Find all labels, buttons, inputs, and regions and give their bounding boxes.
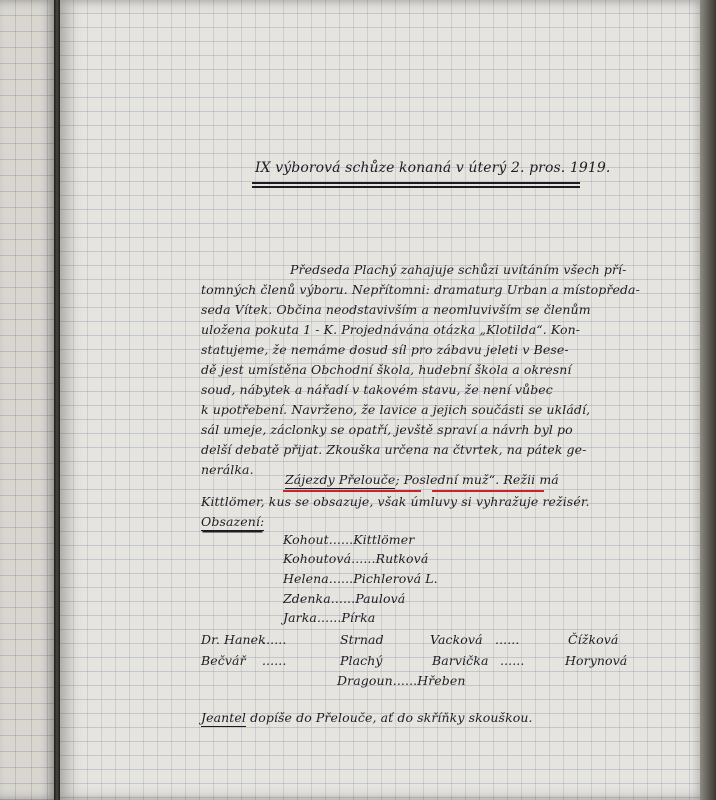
cast-row: Jarka......Pírka xyxy=(283,610,376,625)
title-underline xyxy=(252,182,580,184)
cast-row: Kohoutová......Rutková xyxy=(283,551,429,566)
cast-name: Vacková xyxy=(430,632,483,647)
paragraph-line: sál umeje, záclonky se opatří, jevště spraví a návrh byl po xyxy=(201,422,573,437)
cast-row: Kohout......Kittlömer xyxy=(283,532,415,547)
closing-rest: dopíše do Přelouče, ať do skříňky skouškou. xyxy=(246,710,533,725)
play-line-rest: “. Režii má xyxy=(488,472,559,487)
paragraph-line: dě jest umístěna Obchodní škola, hudební škola a okresní xyxy=(201,362,572,377)
cast-dash: ...... xyxy=(262,632,287,647)
closing-line xyxy=(201,710,533,725)
play-title-2: Poslední muž xyxy=(403,472,489,487)
page-edge-right xyxy=(700,0,716,800)
paragraph-line: Předseda Plachý zahajuje schůzi uvítáním všech pří- xyxy=(290,262,627,277)
paragraph-line: k upotřebení. Navrženo, že lavice a jejich součásti se ukládí, xyxy=(201,402,591,417)
paragraph-line: delší debatě přijat. Zkouška určena na čtvrtek, na pátek ge- xyxy=(201,442,587,457)
red-underline-1 xyxy=(283,490,421,492)
cast-name: Barvička xyxy=(432,653,489,668)
play-line-2: Kittlömer, kus se obsazuje, však úmluvy si vyhražuje režisér. xyxy=(201,494,590,509)
paragraph-line: tomných členů výboru. Nepřítomni: dramaturg Urban a místopředa- xyxy=(201,282,640,297)
cast-name: Bečvář xyxy=(201,653,246,668)
cast-dash: ...... xyxy=(500,653,525,668)
minutes-title: IX výborová schůze konaná v úterý 2. pros. 1919. xyxy=(255,160,611,176)
closing-name: Jeantel xyxy=(201,710,247,725)
cast-name: Plachý xyxy=(340,653,383,668)
paragraph-line: soud, nábytek a nářadí v takovém stavu, že není vůbec xyxy=(201,382,553,397)
paragraph-line: statujeme, že nemáme dosud síl pro zábavu jeleti v Bese- xyxy=(201,342,569,357)
red-underline-2 xyxy=(432,490,544,492)
cast-heading: Obsazení: xyxy=(201,514,265,529)
cast-dash: ...... xyxy=(262,653,287,668)
cast-name: Horynová xyxy=(565,653,628,668)
cast-name: Dr. Hanek xyxy=(201,632,266,647)
cast-row: Helena......Pichlerová L. xyxy=(283,571,438,586)
play-separator: ; xyxy=(395,472,404,487)
paragraph-line: nerálka. xyxy=(201,462,254,477)
title-underline-double xyxy=(252,186,580,188)
play-line xyxy=(285,472,559,487)
paragraph-line: uložena pokuta 1 - K. Projednávána otázka „Klotilda“. Kon- xyxy=(201,322,581,337)
play-title-1: Zájezdy Přelouče xyxy=(285,472,396,487)
cast-name: Čížková xyxy=(568,632,619,647)
cast-row: Zdenka......Paulová xyxy=(283,591,406,606)
cast-name: Strnad xyxy=(340,632,384,647)
cast-row-single: Dragoun......Hřeben xyxy=(337,673,466,688)
cast-dash: ...... xyxy=(495,632,520,647)
previous-page-edge xyxy=(0,0,56,800)
paragraph-line: seda Vítek. Občina neodstavivším a neomluvivším se členům xyxy=(201,302,591,317)
